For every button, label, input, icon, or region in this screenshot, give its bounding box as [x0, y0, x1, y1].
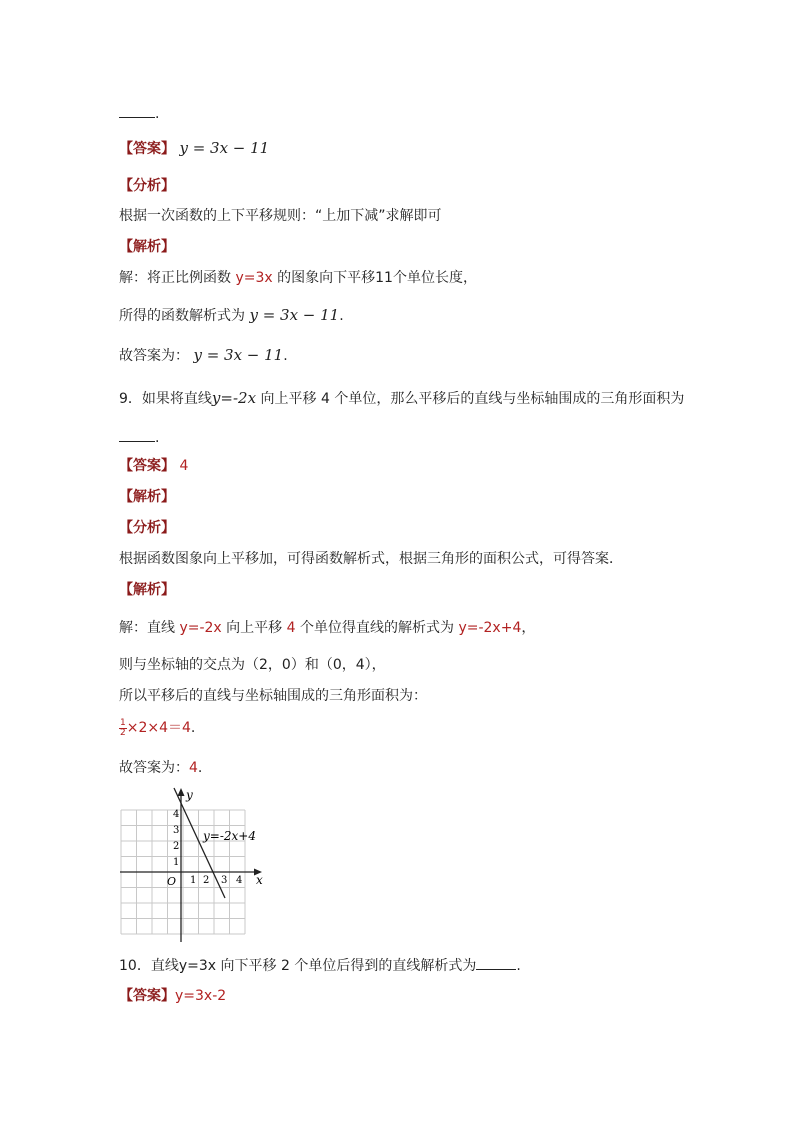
- q9-question: 9．如果将直线y=-2x 向上平移 4 个单位，那么平移后的直线与坐标轴围成的三角形面积为: [119, 389, 685, 407]
- q9-solution-tag: 【解析】: [119, 489, 175, 505]
- fraction-half: $\frac{1}{2}$: [120, 717, 126, 738]
- blank: [476, 957, 516, 970]
- q9-calc: $\frac{1}{2}$ ×2×4＝4.: [120, 717, 196, 738]
- q9-final: 故答案为：4.: [119, 760, 203, 776]
- y-tick-4: 4: [173, 809, 180, 820]
- q8-answer-line: [119, 138, 269, 159]
- y-axis-arrow: [178, 788, 185, 796]
- blank: [119, 429, 155, 442]
- q8-analysis: 根据一次函数的上下平移规则：“上加下减”求解即可: [119, 208, 442, 224]
- q8-analysis-tag: 【分析】: [119, 178, 175, 194]
- x-axis-label: x: [256, 873, 263, 887]
- q9-answer: 4: [179, 458, 189, 474]
- y-tick-2: 2: [173, 841, 180, 852]
- q9-solution-tag-2: 【解析】: [119, 582, 175, 598]
- y-axis-label: y: [186, 788, 193, 802]
- top-fill-blank: .: [119, 104, 159, 124]
- q9-answer-line: 【答案】 4: [119, 458, 189, 474]
- q9-solution-1: 解：直线 y=-2x 向上平移 4 个单位得直线的解析式为 y=-2x+4，: [119, 620, 536, 636]
- q9-analysis: 根据函数图象向上平移加，可得函数解析式，根据三角形的面积公式，可得答案．: [119, 551, 623, 567]
- x-tick-1: 1: [190, 875, 197, 886]
- q8-solution-2: 所得的函数解析式为 y = 3x − 11.: [119, 306, 344, 324]
- coordinate-graph: [110, 784, 270, 944]
- q9-analysis-tag: 【分析】: [119, 520, 175, 536]
- x-tick-2: 2: [203, 875, 210, 886]
- y-tick-3: 3: [173, 825, 180, 836]
- x-tick-4: 4: [236, 875, 243, 886]
- q8-answer: y = 3x − 11: [179, 139, 270, 157]
- q9-solution-3: 所以平移后的直线与坐标轴围成的三角形面积为：: [119, 688, 427, 704]
- x-tick-3: 3: [221, 875, 228, 886]
- q10-question: 10．直线y=3x 向下平移 2 个单位后得到的直线解析式为 .: [119, 958, 521, 974]
- blank: [119, 105, 155, 118]
- q10-answer-line: 【答案】y=3x-2: [119, 988, 227, 1004]
- q8-solution-1: 解：将正比例函数 y=3x 的图象向下平移11个单位长度，: [119, 270, 477, 286]
- q8-solution-tag: 【解析】: [119, 239, 175, 255]
- q8-final: 故答案为： y = 3x − 11.: [119, 346, 288, 364]
- q9-blank: .: [119, 428, 159, 448]
- answer-tag: 【答案】: [119, 141, 175, 157]
- q9-solution-2: 则与坐标轴的交点为（2，0）和（0，4），: [119, 657, 386, 673]
- q10-answer: y=3x-2: [175, 988, 227, 1004]
- line-label: y=-2x+4: [203, 829, 256, 843]
- y-tick-1: 1: [173, 857, 180, 868]
- origin-label: O: [167, 875, 177, 888]
